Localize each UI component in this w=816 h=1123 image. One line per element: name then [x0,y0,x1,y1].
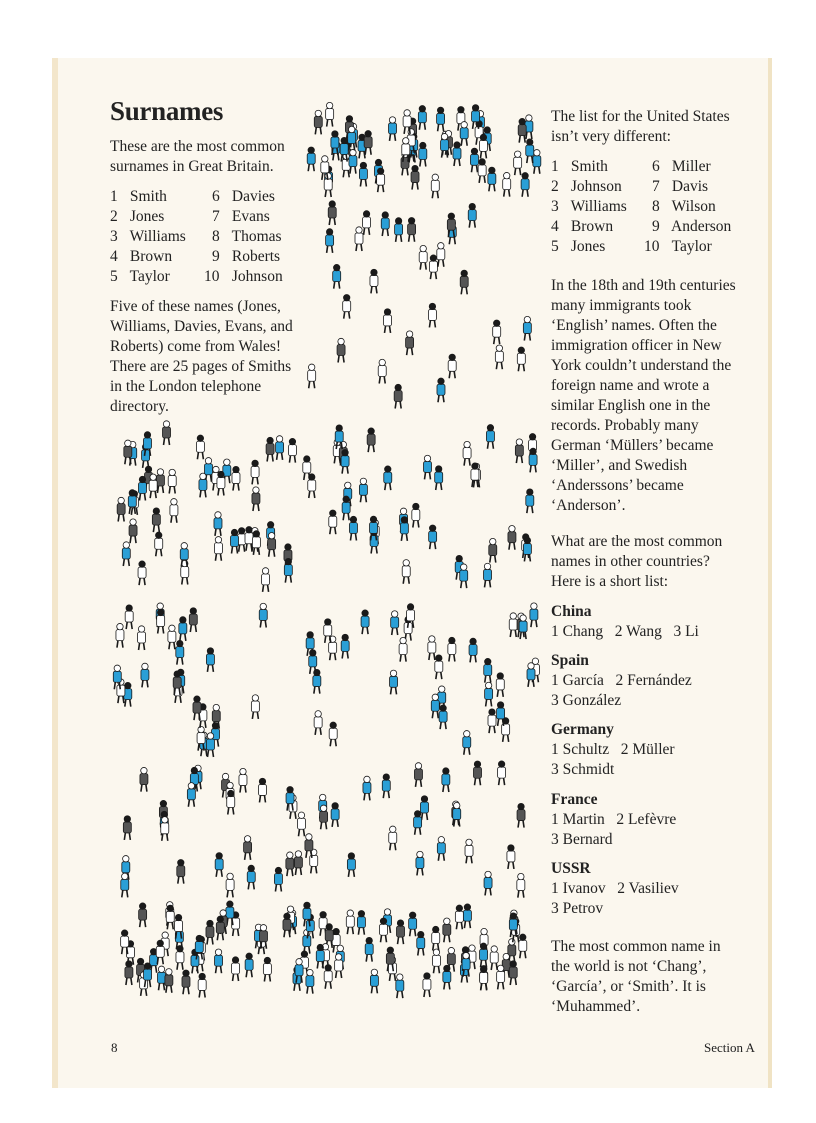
crowd-person [326,102,334,126]
country-heading-spain: Spain [551,652,589,669]
crowd-person [149,474,157,498]
crowd-person [391,611,399,635]
crowd-person [189,608,197,632]
crowd-person [176,946,184,970]
crowd-person [359,478,367,502]
immigrants-line: ‘Anderson’. [551,497,626,514]
country-names-ussr: 1 Ivanov 2 Vasiliev [551,880,679,897]
crowd-person [125,605,133,629]
crowd-person [435,466,443,490]
crowd-person [508,525,516,549]
crowd-person [247,865,255,889]
crowd-person [395,218,403,242]
crowd-person [193,696,201,720]
crowd-person [346,910,354,934]
crowd-person [168,469,176,493]
us-list-item: 2 Johnson [551,178,622,195]
us-list-item: 7 Davis [652,178,709,195]
crowd-person [432,949,440,973]
crowd-person [244,836,252,860]
crowd-person [215,853,223,877]
crowd-person [381,212,389,236]
crowd-person [155,532,163,556]
crowd-person [370,969,378,993]
crowd-person [414,811,422,835]
crowd-person [156,469,164,493]
crowd-person [157,609,165,633]
crowd-person [166,905,174,929]
crowd-person [402,560,410,584]
crowd-person [308,364,316,388]
crowd-person [231,529,239,553]
crowd-person [156,940,164,964]
us-list-item: 6 Miller [652,158,711,175]
intro-line-1: These are the most common [110,138,285,155]
crowd-person [484,563,492,587]
crowd-person [341,449,349,473]
crowd-person [488,709,496,733]
crowd-person [437,107,445,131]
crowd-person [498,761,506,785]
crowd-person [361,610,369,634]
crowd-person [447,947,455,971]
crowd-person [478,159,486,183]
immigrants-line: immigration officer in New [551,337,722,354]
crowd-person [251,695,259,719]
crowd-person [414,763,422,787]
crowd-person [329,510,337,534]
britain-list-item: 2 Jones [110,208,165,225]
crowd-person [403,110,411,134]
crowd-person [469,638,477,662]
country-heading-france: France [551,791,598,808]
us-list-item: 4 Brown [551,218,614,235]
crowd-person [409,912,417,936]
crowd-person [349,516,357,540]
britain-list-item: 4 Brown [110,248,173,265]
crowd-person [406,331,414,355]
crowd-person [251,460,259,484]
crowd-person [329,722,337,746]
crowd-person [463,441,471,465]
crowd-person [527,663,535,687]
page-title: Surnames [110,96,224,126]
crowd-person [363,776,371,800]
crowd-person [399,637,407,661]
crowd-person [517,873,525,897]
country-names-spain: 1 García 2 Fernández [551,672,692,689]
crowd-person [396,974,404,998]
crowd-person [509,961,517,985]
crowd-person [389,826,397,850]
immigrants-line: ‘Miller’, and Swedish [551,457,688,474]
crowd-person [320,805,328,829]
crowd-person [333,264,341,288]
crowd-person [437,378,445,402]
country-names-china: 1 Chang 2 Wang 3 Li [551,623,699,640]
crowd-person [509,613,517,637]
crowd-person [305,834,313,858]
crowd-person [161,817,169,841]
crowd-person [355,227,363,251]
crowd-person [526,139,534,163]
crowd-person [443,918,451,942]
crowd-person [347,853,355,877]
crowd-person [259,603,267,627]
crowd-person [276,436,284,460]
immigrants-line: ‘English’ names. Often the [551,317,717,334]
crowd-person [324,173,332,197]
crowd-person [308,474,316,498]
crowd-person [239,768,247,792]
crowd-person [141,663,149,687]
country-names-germany: 1 Schultz 2 Müller [551,741,675,758]
crowd-person [479,134,487,158]
crowd-person [364,131,372,155]
crowd-person [470,148,478,172]
crowd-person [455,905,463,929]
crowd-person [416,851,424,875]
country-heading-germany: Germany [551,721,614,738]
crowd-person [316,944,324,968]
crowd-person [437,837,445,861]
us-list-item: 10 Taylor [644,238,712,255]
crowd-person [472,105,480,129]
crowd-person [465,839,473,863]
britain-list-item: 8 Thomas [212,228,282,245]
crowd-person [480,966,488,990]
crowd-person [138,626,146,650]
crowd-person [489,538,497,562]
us-list-item: 5 Jones [551,238,606,255]
crowd-person [258,778,266,802]
crowd-person [453,142,461,166]
crowd-person [384,466,392,490]
crowd-person [495,345,503,369]
crowd-person [508,939,516,963]
crowd-person [324,619,332,643]
crowd-person [496,673,504,697]
crowd-person [342,496,350,520]
crowd-person [428,636,436,660]
crowd-person [518,118,526,142]
crowd-person [463,731,471,755]
crowd-person [437,243,445,267]
immigrants-line: records. Probably many [551,417,699,434]
us-list-item: 8 Wilson [652,198,716,215]
crowd-person [429,255,437,279]
crowd-person [359,162,367,186]
crowd-person [517,347,525,371]
crowd-person [453,802,461,826]
crowd-person [124,440,132,464]
crowd-person [485,682,493,706]
crowd-person [165,969,173,993]
crowd-person [418,106,426,130]
us-intro-line: isn’t very different: [551,128,671,145]
crowd-person [170,499,178,523]
closing-line: ‘García’, or ‘Smith’. It is [551,978,706,995]
question-line: names in other countries? [551,553,710,570]
crowd-person [227,790,235,814]
crowd-person [441,133,449,157]
crowd-person [216,916,224,940]
crowd-person [486,425,494,449]
crowd-person [138,561,146,585]
crowd-person [116,623,124,647]
crowd-person [262,568,270,592]
immigrants-line: ‘Anderssons’ became [551,477,684,494]
wales-line: directory. [110,398,169,415]
britain-list-item: 1 Smith [110,188,167,205]
crowd-person [168,625,176,649]
crowd-person [423,455,431,479]
crowd-person [382,774,390,798]
crowd-person [337,338,345,362]
crowd-person [497,702,505,726]
crowd-person [284,558,292,582]
crowd-person [394,384,402,408]
crowd-person [326,229,334,253]
crowd-person [214,512,222,536]
crowd-person [341,634,349,658]
crowd-person [419,142,427,166]
britain-list-item: 6 Davies [212,188,275,205]
crowd-person [439,705,447,729]
crowd-person [529,448,537,472]
page-number: 8 [111,1040,118,1055]
crowd-person [463,904,471,928]
crowd-person [411,165,419,189]
crowd-person [515,439,523,463]
crowd-person [182,970,190,994]
crowd-person [517,803,525,827]
crowd-person [206,920,214,944]
crowd-person [526,489,534,513]
country-heading-china: China [551,603,592,620]
crowd-person [286,852,294,876]
immigrants-line: foreign name and wrote a [551,377,710,394]
country-names-france: 3 Bernard [551,831,613,848]
wales-line: in the London telephone [110,378,262,395]
crowd-person [232,466,240,490]
crowd-person [348,126,356,150]
closing-line: ‘Muhammed’. [551,998,641,1015]
wales-line: Williams, Davies, Evans, and [110,318,293,335]
country-heading-ussr: USSR [551,860,591,877]
crowd-person [523,316,531,340]
crowd-person [521,173,529,197]
crowd-person [448,354,456,378]
crowd-person [378,359,386,383]
crowd-person [523,537,531,561]
crowd-person [331,803,339,827]
crowd-person [158,966,166,990]
crowd-person [490,946,498,970]
country-names-france: 1 Martin 2 Lefèvre [551,811,677,828]
crowd-person [129,519,137,543]
immigrants-line: York couldn’t understand the [551,357,732,374]
crowd-person [226,873,234,897]
crowd-person [480,943,488,967]
crowd-person [488,167,496,191]
crowd-person [196,435,204,459]
crowd-person [460,564,468,588]
crowd-person [343,294,351,318]
crowd-person [417,931,425,955]
crowd-person [217,471,225,495]
crowd-person [367,428,375,452]
crowd-person [484,658,492,682]
crowd-person [232,957,240,981]
crowd-person [431,174,439,198]
crowd-person [468,203,476,227]
wales-line: There are 25 pages of Smiths [110,358,292,375]
crowd-person [397,920,405,944]
crowd-person [125,961,133,985]
crowd-person [121,873,129,897]
crowd-person [335,954,343,978]
crowd-person [484,871,492,895]
crowd-person [268,533,276,557]
crowd-person [448,637,456,661]
crowd-person [177,859,185,883]
crowd-person [384,309,392,333]
crowd-person [514,151,522,175]
crowd-person [429,525,437,549]
crowd-person [176,640,184,664]
crowd-person [365,937,373,961]
crowd-person [121,930,129,954]
crowd-person [377,168,385,192]
crowd-person [214,537,222,561]
crowd-person [152,508,160,532]
us-list-item: 1 Smith [551,158,608,175]
crowd-person [400,517,408,541]
crowd-person [274,867,282,891]
crowd-person [122,542,130,566]
crowd-person [519,934,527,958]
crowd-person [306,969,314,993]
us-list-item: 3 Williams [551,198,627,215]
crowd-person [412,503,420,527]
crowd-person [140,767,148,791]
question-line: Here is a short list: [551,573,669,590]
wales-line: Roberts) come from Wales! [110,338,282,355]
us-intro-line: The list for the United States [551,108,730,125]
crowd-person [138,476,146,500]
crowd-person [328,201,336,225]
crowd-person [428,303,436,327]
crowd-person [123,816,131,840]
crowd-person [206,733,214,757]
crowd-person [419,245,427,269]
crowd-person [206,648,214,672]
britain-list-item: 9 Roberts [212,248,281,265]
crowd-person [493,320,501,344]
crowd-person [314,711,322,735]
crowd-person [252,531,260,555]
crowd-person [245,527,253,551]
intro-line-2: surnames in Great Britain. [110,158,274,175]
crowd-person [303,929,311,953]
crowd-person [420,796,428,820]
crowd-person [460,270,468,294]
britain-list-item: 5 Taylor [110,268,170,285]
immigrants-line: German ‘Müllers’ became [551,437,714,454]
crowd-person [507,845,515,869]
crowd-person [357,910,365,934]
crowd-person [435,655,443,679]
crowd-person [324,965,332,989]
crowd-person [431,694,439,718]
crowd-person [313,669,321,693]
crowd-person [390,670,398,694]
crowd-person [363,211,371,235]
crowd-person [370,269,378,293]
crowd-person [423,973,431,997]
us-list-item: 9 Anderson [652,218,732,235]
country-names-spain: 3 González [551,692,622,709]
crowd-person [288,438,296,462]
crowd-person [443,965,451,989]
crowd-person [215,949,223,973]
immigrants-line: many immigrants took [551,297,692,314]
immigrants-line: In the 18th and 19th centuries [551,277,736,294]
crowd-person [474,761,482,785]
crowd-person [283,913,291,937]
crowd-person [442,768,450,792]
crowd-person [252,487,260,511]
crowd-person [245,953,253,977]
crowd-person [408,218,416,242]
crowd-person [314,110,322,134]
closing-line: the world is not ‘Chang’, [551,958,707,975]
crowd-person [187,783,195,807]
crowd-person [432,926,440,950]
crowd-person [263,957,271,981]
immigrants-line: similar English one in the [551,397,711,414]
crowd-person [117,497,125,521]
crowd-person [198,973,206,997]
crowd-person [179,617,187,641]
section-label: Section A [704,1040,755,1055]
britain-list-item: 7 Evans [212,208,270,225]
crowd-person [530,603,538,627]
crowd-person [471,463,479,487]
crowd-person [349,149,357,173]
crowd-person [199,473,207,497]
crowd-person [266,437,274,461]
country-names-ussr: 3 Petrov [551,900,604,917]
britain-list-item: 3 Williams [110,228,186,245]
crowd-person [380,918,388,942]
crowd-person [297,812,305,836]
crowd-person [294,851,302,875]
crowd-person [307,147,315,171]
crowd-person [460,122,468,146]
crowd-person [389,117,397,141]
crowd-person [503,172,511,196]
wales-line: Five of these names (Jones, [110,298,281,315]
question-line: What are the most common [551,533,723,550]
crowd-person [163,421,171,445]
britain-list-item: 10 Johnson [204,268,283,285]
crowd-person [139,903,147,927]
country-names-germany: 3 Schmidt [551,761,615,778]
closing-line: The most common name in [551,938,721,955]
